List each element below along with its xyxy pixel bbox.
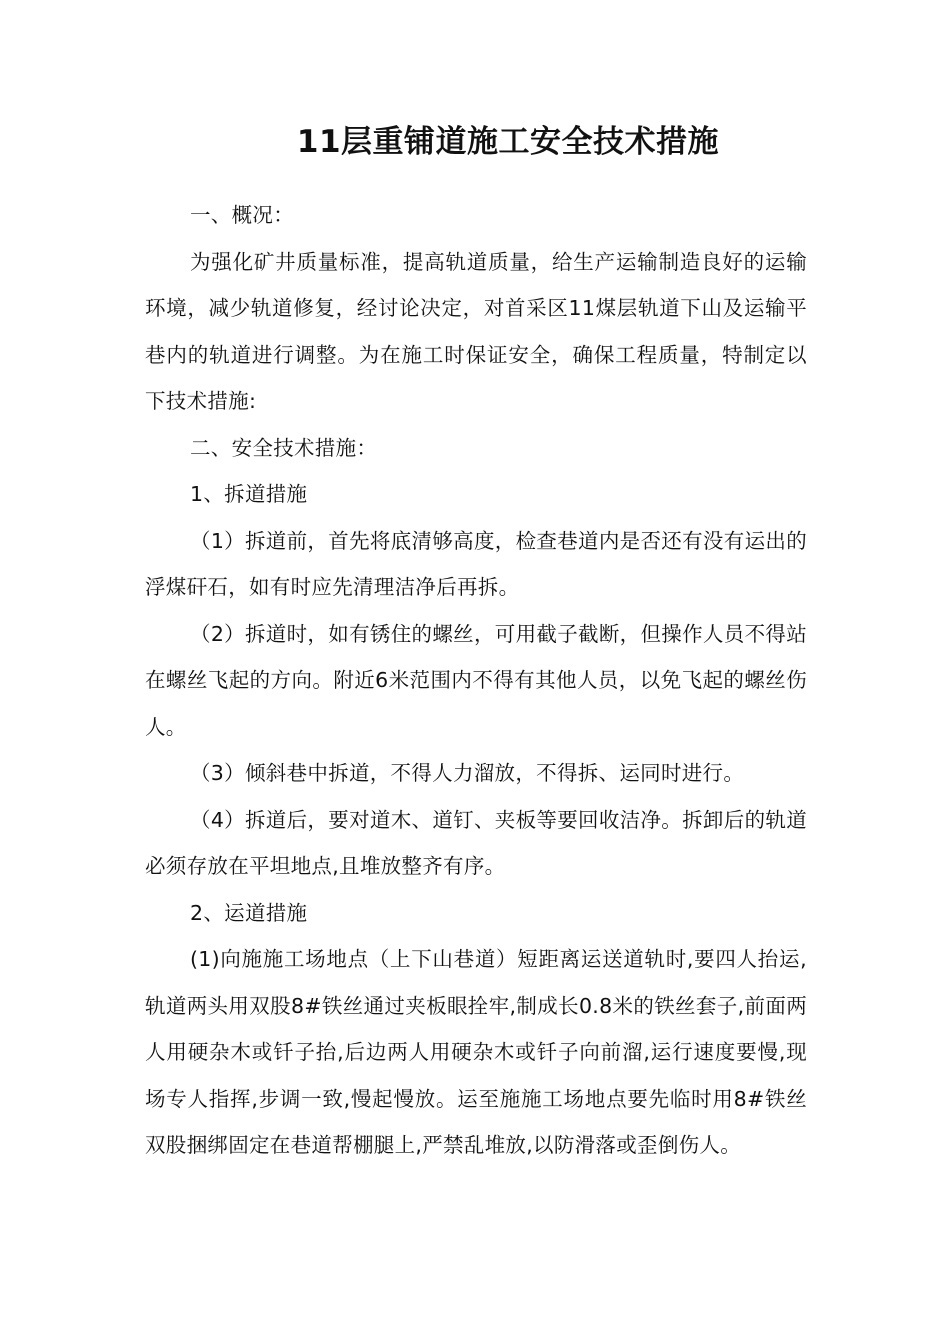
removal-item-1: （1）拆道前，首先将底清够高度，检查巷道内是否还有没有运出的浮煤矸石，如有时应先清理洁净后再拆。 [145,528,807,599]
removal-item-4: （4）拆道后，要对道木、道钉、夹板等要回收洁净。拆卸后的轨道必须存放在平坦地点,且堆放整齐有序。 [145,807,807,878]
document-body [145,192,807,1169]
overview-paragraph: 为强化矿井质量标准，提高轨道质量，给生产运输制造良好的运输环境，减少轨道修复，经讨论决定，对首采区11煤层轨道下山及运输平巷内的轨道进行调整。为在施工时保证安全，确保工程质量，特制定以下技术措施: [145,249,807,413]
transport-item-1: (1)向施施工场地点（上下山巷道）短距离运送道轨时,要四人抬运,轨道两头用双股8#铁丝通过夹板眼拴牢,制成长0.8米的铁丝套子,前面两人用硬杂木或钎子抬,后边两人用硬杂木或钎子向前溜,运行速度要慢,现场专人指挥,步调一致,慢起慢放。运至施施工场地点要先临时用8#铁丝双股捆绑固定在巷道帮棚腿上,严禁乱堆放,以防滑落或歪倒伤人。 [145,947,807,1157]
subheading-removal-measures: 1、拆道措施 [190,482,308,506]
subheading-transport-measures: 2、运道措施 [190,900,308,925]
document-title: 11层重铺道施工安全技术措施 [296,124,720,160]
removal-item-2: （2）拆道时，如有锈住的螺丝，可用截子截断，但操作人员不得站在螺丝飞起的方向。附近6米范围内不得有其他人员，以免飞起的螺丝伤人。 [145,621,807,739]
section-heading-safety-measures: 二、安全技术措施： [190,435,378,460]
section-heading-overview: 一、概况： [190,203,294,227]
removal-item-3: （3）倾斜巷中拆道，不得人力溜放，不得拆、运同时进行。 [190,761,745,785]
